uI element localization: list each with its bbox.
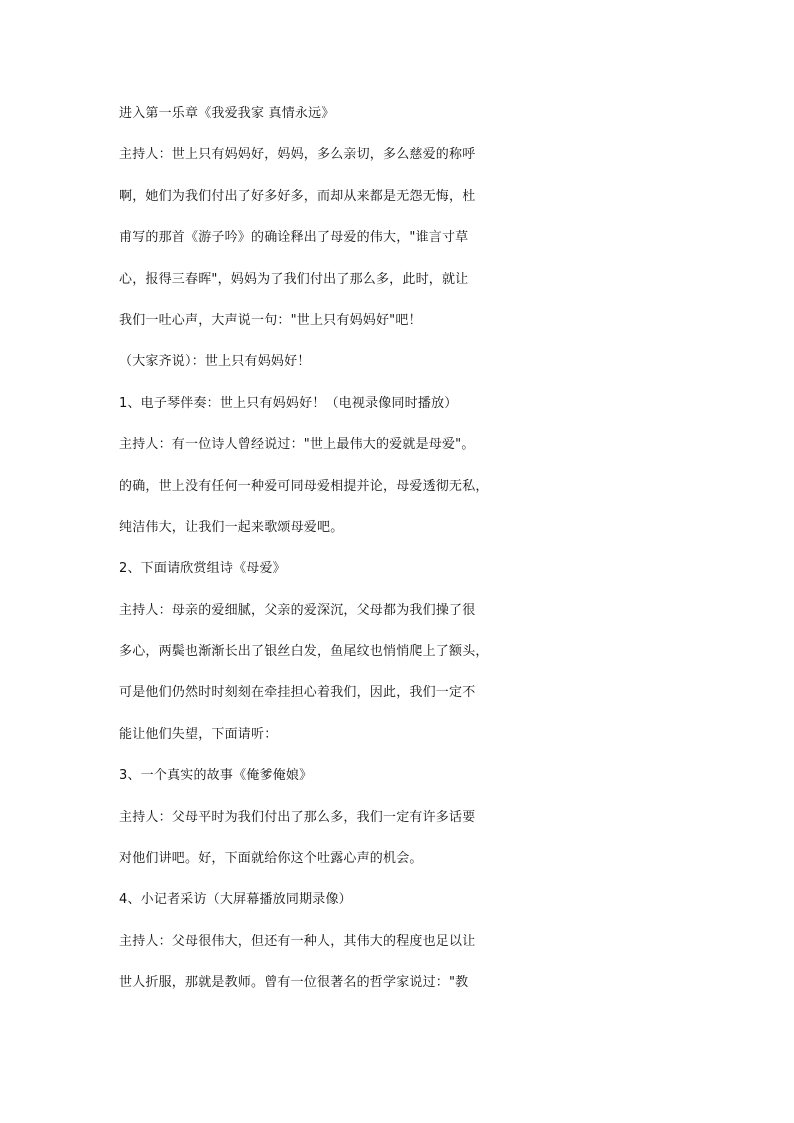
program-item: 2、下面请欣赏组诗《母爱》 <box>119 561 286 577</box>
paragraph-line: 的确，世上没有任何一种爱可同母爱相提并论，母爱透彻无私， <box>119 478 489 494</box>
paragraph-line: 心，报得三春晖"，妈妈为了我们付出了那么多，此时，就让 <box>119 271 469 287</box>
paragraph-line: 主持人：父母平时为我们付出了那么多，我们一定有许多话要 <box>119 809 476 825</box>
paragraph-line: 主持人：有一位诗人曾经说过："世上最伟大的爱就是母爱"。 <box>119 437 475 453</box>
paragraph-line: 主持人：世上只有妈妈好，妈妈，多么亲切，多么慈爱的称呼 <box>119 147 476 163</box>
paragraph-line: 我们一吐心声，大声说一句："世上只有妈妈好"吧！ <box>119 312 422 328</box>
paragraph-line: 世人折服，那就是教师。曾有一位很著名的哲学家说过："教 <box>119 975 469 991</box>
program-item: 3、一个真实的故事《俺爹俺娘》 <box>119 768 313 784</box>
paragraph-line: 主持人：母亲的爱细腻，父亲的爱深沉，父母都为我们操了很 <box>119 602 476 618</box>
paragraph-line: 多心，两鬓也渐渐长出了银丝白发，鱼尾纹也悄悄爬上了额头， <box>119 644 489 660</box>
paragraph-line: 纯洁伟大，让我们一起来歌颂母爱吧。 <box>119 519 344 535</box>
paragraph-line: 甫写的那首《游子吟》的确诠释出了母爱的伟大，"谁言寸草 <box>119 230 469 246</box>
program-item: 4、小记者采访（大屏幕播放同期录像） <box>119 892 352 908</box>
paragraph-line: 啊，她们为我们付出了好多好多，而却从来都是无怨无悔，杜 <box>119 188 476 204</box>
section-heading: 进入第一乐章《我爱我家 真情永远》 <box>119 106 335 121</box>
paragraph-line: 主持人：父母很伟大，但还有一种人，其伟大的程度也足以让 <box>119 933 476 949</box>
paragraph-line: （大家齐说）：世上只有妈妈好！ <box>119 354 311 370</box>
document-body <box>119 104 529 1015</box>
paragraph-line: 可是他们仍然时时刻刻在牵挂担心着我们，因此，我们一定不 <box>119 685 476 701</box>
paragraph-line: 对他们讲吧。好，下面就给你这个吐露心声的机会。 <box>119 851 423 867</box>
paragraph-line: 能让他们失望，下面请听： <box>119 726 278 742</box>
program-item: 1、电子琴伴奏：世上只有妈妈好！（电视录像同时播放） <box>119 395 458 411</box>
